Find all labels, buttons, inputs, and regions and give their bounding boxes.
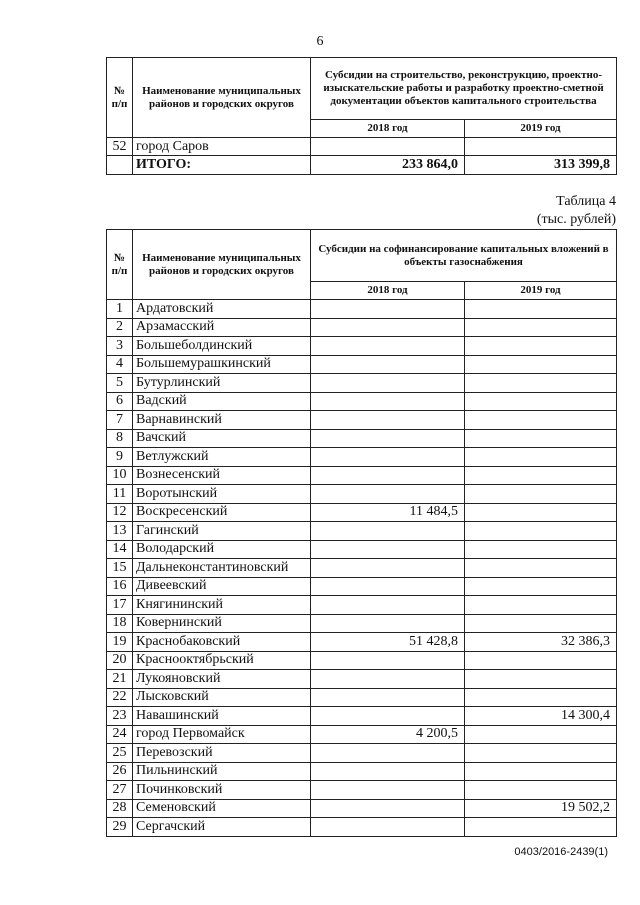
page-number: 6 — [316, 34, 324, 49]
value-2019 — [465, 725, 617, 744]
municipality-name: Навашинский — [133, 707, 311, 726]
value-2018 — [311, 670, 465, 689]
total-number-cell — [107, 156, 133, 175]
row-number: 18 — [107, 614, 133, 633]
table-row — [107, 688, 617, 707]
municipality-name: Семеновский — [133, 799, 311, 818]
table-units: (тыс. рублей) — [536, 212, 616, 227]
value-2018 — [311, 466, 465, 485]
value-2019 — [465, 392, 617, 411]
value-2018 — [311, 559, 465, 578]
value-2018 — [311, 651, 465, 670]
row-number: 2 — [107, 318, 133, 337]
table-row — [107, 725, 617, 744]
table-row — [107, 540, 617, 559]
municipality-name: Вадский — [133, 392, 311, 411]
value-2018 — [311, 614, 465, 633]
row-number: 23 — [107, 707, 133, 726]
table-row — [107, 633, 617, 652]
municipality-name: Ветлужский — [133, 448, 311, 467]
municipality-name: Лысковский — [133, 688, 311, 707]
header-municipality-name: Наименование муниципальных районов и городских округов — [133, 230, 311, 300]
table-row — [107, 503, 617, 522]
row-number: 10 — [107, 466, 133, 485]
value-2018 — [311, 707, 465, 726]
value-2018: 51 428,8 — [311, 633, 465, 652]
header-year-2018: 2018 год — [311, 120, 465, 138]
table-row — [107, 596, 617, 615]
table-row — [107, 670, 617, 689]
value-2019 — [465, 448, 617, 467]
row-number: 21 — [107, 670, 133, 689]
table-row — [107, 429, 617, 448]
row-number: 15 — [107, 559, 133, 578]
row-number: 14 — [107, 540, 133, 559]
value-2019 — [465, 300, 617, 319]
header-year-2018: 2018 год — [311, 282, 465, 300]
value-2019 — [465, 318, 617, 337]
row-number: 7 — [107, 411, 133, 430]
municipality-name: Варнавинский — [133, 411, 311, 430]
value-2018: 11 484,5 — [311, 503, 465, 522]
value-2019 — [465, 540, 617, 559]
table-row — [107, 411, 617, 430]
row-number: 27 — [107, 781, 133, 800]
row-number: 6 — [107, 392, 133, 411]
value-2019 — [465, 577, 617, 596]
table-row — [107, 522, 617, 541]
value-2018 — [311, 429, 465, 448]
municipality-name: Воскресенский — [133, 503, 311, 522]
value-2018 — [311, 522, 465, 541]
table-row — [107, 651, 617, 670]
header-row-number: № п/п — [107, 230, 133, 300]
value-2019 — [465, 466, 617, 485]
row-number: 9 — [107, 448, 133, 467]
header-year-2019: 2019 год — [465, 282, 617, 300]
table-row — [107, 318, 617, 337]
municipality-name: Сергачский — [133, 818, 311, 837]
municipality-name: Починковский — [133, 781, 311, 800]
municipality-name: Большемурашкинский — [133, 355, 311, 374]
value-2019: 19 502,2 — [465, 799, 617, 818]
municipality-name: Княгининский — [133, 596, 311, 615]
row-number: 17 — [107, 596, 133, 615]
value-2019 — [465, 485, 617, 504]
value-2019 — [465, 670, 617, 689]
value-2019 — [465, 411, 617, 430]
value-2019 — [465, 596, 617, 615]
header-subsidy-description: Субсидии на софинансирование капитальных вложений в объекты газоснабжения — [311, 230, 617, 282]
municipality-name: Пильнинский — [133, 762, 311, 781]
value-2019 — [465, 429, 617, 448]
row-number: 26 — [107, 762, 133, 781]
table-row — [107, 762, 617, 781]
value-2018 — [311, 596, 465, 615]
value-2018 — [311, 448, 465, 467]
value-2019 — [465, 559, 617, 578]
municipality-name: Краснобаковский — [133, 633, 311, 652]
value-2018 — [311, 818, 465, 837]
row-number: 3 — [107, 337, 133, 356]
value-2019 — [465, 522, 617, 541]
table-row — [107, 799, 617, 818]
value-2018 — [311, 762, 465, 781]
row-number: 29 — [107, 818, 133, 837]
total-label: ИТОГО: — [133, 156, 311, 175]
value-2018 — [311, 411, 465, 430]
value-2019 — [465, 374, 617, 393]
header-subsidy-description: Субсидии на строительство, реконструкцию, проектно-изыскательские работы и разработку проектно-сметной документации объектов капитального строительства — [311, 58, 617, 120]
municipality-name: город Саров — [133, 138, 311, 156]
row-number: 24 — [107, 725, 133, 744]
value-2018 — [311, 540, 465, 559]
value-2019 — [465, 138, 617, 156]
table-row — [107, 138, 617, 156]
table-row — [107, 355, 617, 374]
value-2019: 14 300,4 — [465, 707, 617, 726]
municipality-name: Володарский — [133, 540, 311, 559]
table-row — [107, 781, 617, 800]
value-2018 — [311, 374, 465, 393]
header-row-number: № п/п — [107, 58, 133, 138]
table-row — [107, 614, 617, 633]
value-2018 — [311, 318, 465, 337]
table-row — [107, 577, 617, 596]
value-2019 — [465, 614, 617, 633]
row-number: 4 — [107, 355, 133, 374]
value-2018 — [311, 355, 465, 374]
table-row — [107, 337, 617, 356]
value-2018 — [311, 392, 465, 411]
value-2019 — [465, 355, 617, 374]
row-number: 19 — [107, 633, 133, 652]
row-number: 1 — [107, 300, 133, 319]
municipality-name: город Первомайск — [133, 725, 311, 744]
municipality-name: Лукояновский — [133, 670, 311, 689]
value-2018 — [311, 799, 465, 818]
value-2019 — [465, 651, 617, 670]
value-2018 — [311, 688, 465, 707]
value-2018 — [311, 138, 465, 156]
municipality-name: Ардатовский — [133, 300, 311, 319]
row-number: 28 — [107, 799, 133, 818]
row-number: 52 — [107, 138, 133, 156]
row-number: 22 — [107, 688, 133, 707]
row-number: 16 — [107, 577, 133, 596]
table-row — [107, 374, 617, 393]
table-row — [107, 818, 617, 837]
municipality-name: Дальнеконстантиновский — [133, 559, 311, 578]
municipality-name: Краснооктябрьский — [133, 651, 311, 670]
municipality-name: Большеболдинский — [133, 337, 311, 356]
value-2018 — [311, 300, 465, 319]
row-number: 20 — [107, 651, 133, 670]
municipality-name: Вознесенский — [133, 466, 311, 485]
capital-construction-subsidy-table — [106, 57, 617, 175]
value-2019 — [465, 503, 617, 522]
municipality-name: Вачский — [133, 429, 311, 448]
table-caption: Таблица 4 — [556, 194, 616, 209]
value-2019: 32 386,3 — [465, 633, 617, 652]
value-2019 — [465, 688, 617, 707]
row-number: 8 — [107, 429, 133, 448]
value-2018 — [311, 781, 465, 800]
total-2019: 313 399,8 — [465, 156, 617, 175]
municipality-name: Ковернинский — [133, 614, 311, 633]
value-2018 — [311, 577, 465, 596]
row-number: 13 — [107, 522, 133, 541]
value-2019 — [465, 744, 617, 763]
table-row — [107, 448, 617, 467]
header-year-2019: 2019 год — [465, 120, 617, 138]
table-row — [107, 392, 617, 411]
row-number: 5 — [107, 374, 133, 393]
document-code: 0403/2016-2439(1) — [514, 846, 608, 858]
municipality-name: Воротынский — [133, 485, 311, 504]
table-row — [107, 707, 617, 726]
table-row — [107, 744, 617, 763]
municipality-name: Дивеевский — [133, 577, 311, 596]
municipality-name: Арзамасский — [133, 318, 311, 337]
municipality-name: Гагинский — [133, 522, 311, 541]
municipality-name: Перевозский — [133, 744, 311, 763]
value-2019 — [465, 337, 617, 356]
municipality-name: Бутурлинский — [133, 374, 311, 393]
value-2018 — [311, 744, 465, 763]
header-municipality-name: Наименование муниципальных районов и городских округов — [133, 58, 311, 138]
value-2018 — [311, 485, 465, 504]
row-number: 12 — [107, 503, 133, 522]
row-number: 25 — [107, 744, 133, 763]
total-row — [107, 156, 617, 175]
value-2019 — [465, 781, 617, 800]
value-2019 — [465, 818, 617, 837]
row-number: 11 — [107, 485, 133, 504]
table-row — [107, 485, 617, 504]
total-2018: 233 864,0 — [311, 156, 465, 175]
gas-supply-subsidy-table — [106, 229, 617, 837]
table-row — [107, 559, 617, 578]
table-row — [107, 466, 617, 485]
value-2018 — [311, 337, 465, 356]
table-row — [107, 300, 617, 319]
value-2018: 4 200,5 — [311, 725, 465, 744]
value-2019 — [465, 762, 617, 781]
